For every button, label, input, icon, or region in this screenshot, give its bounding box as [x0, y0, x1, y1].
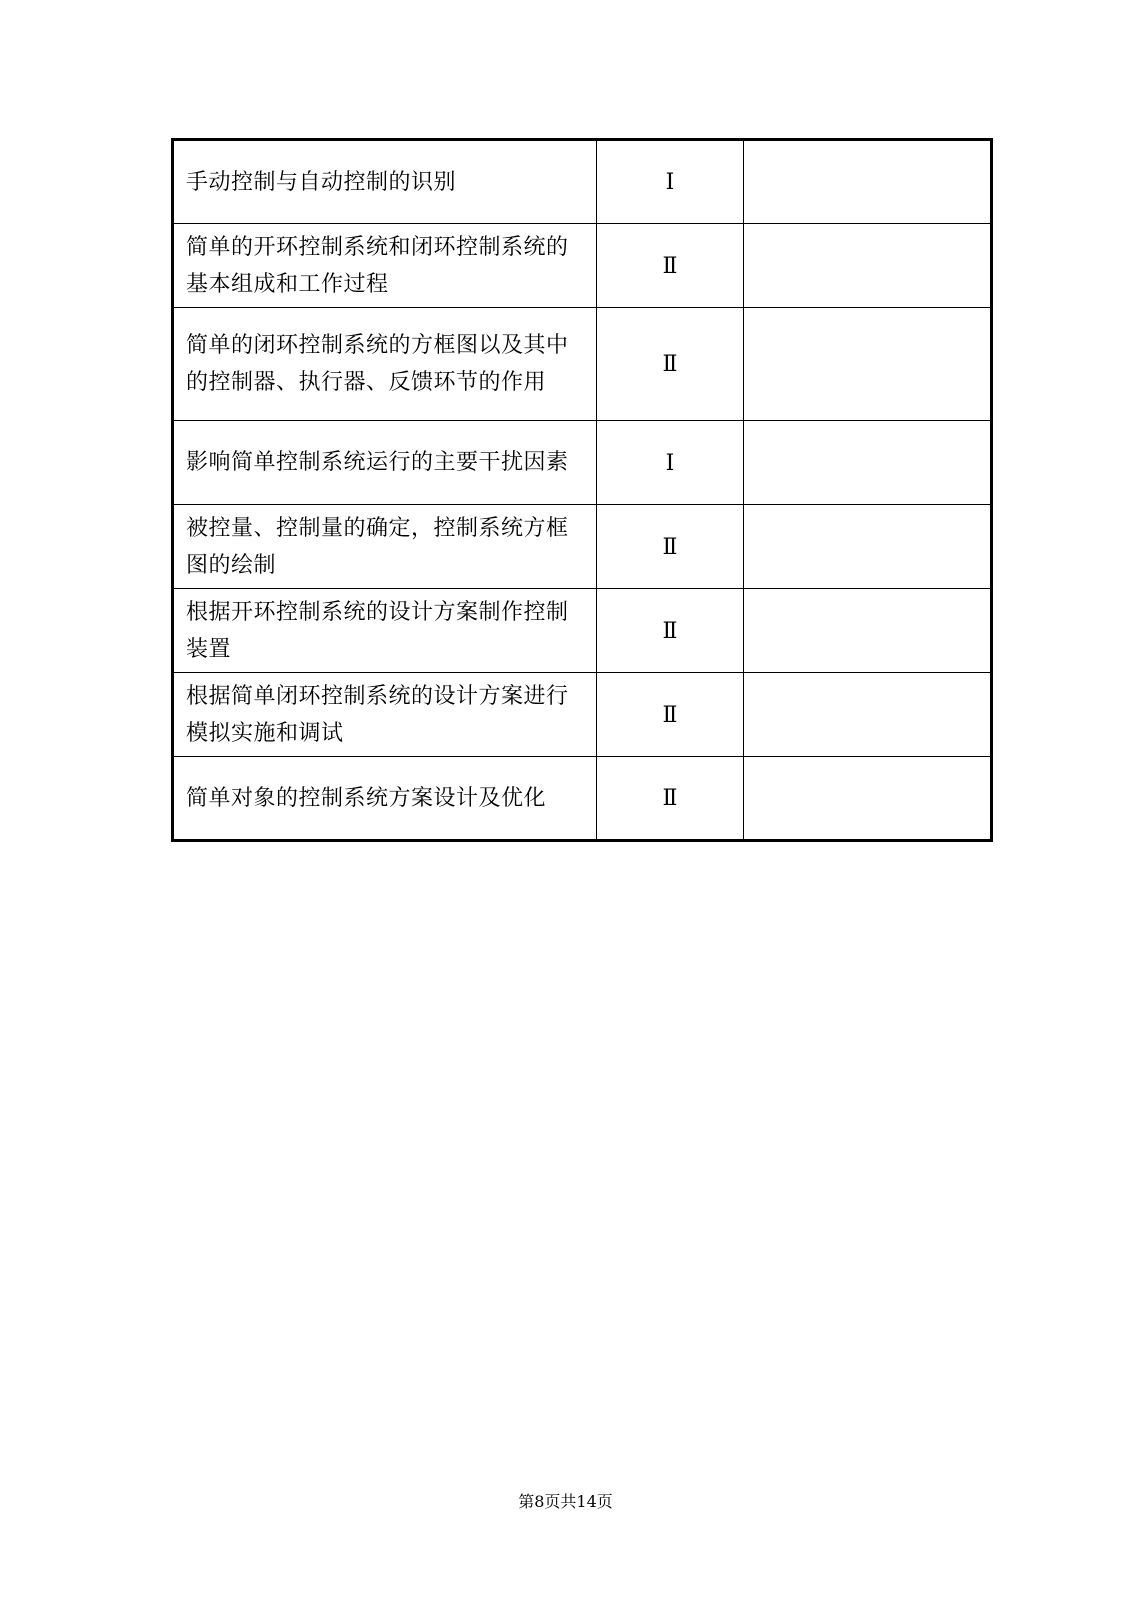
content-cell: 简单的闭环控制系统的方框图以及其中的控制器、执行器、反馈环节的作用 — [173, 308, 597, 421]
table-row — [173, 673, 992, 757]
table-row — [173, 308, 992, 421]
content-cell: 影响简单控制系统运行的主要干扰因素 — [173, 421, 597, 505]
level-cell: Ⅰ — [597, 421, 744, 505]
note-cell — [744, 673, 992, 757]
note-cell — [744, 308, 992, 421]
table-row — [173, 140, 992, 224]
requirements-table — [171, 138, 993, 842]
level-cell: Ⅱ — [597, 308, 744, 421]
note-cell — [744, 505, 992, 589]
table-row — [173, 224, 992, 308]
note-cell — [744, 421, 992, 505]
table-row — [173, 505, 992, 589]
content-cell: 简单的开环控制系统和闭环控制系统的基本组成和工作过程 — [173, 224, 597, 308]
note-cell — [744, 757, 992, 841]
content-cell: 手动控制与自动控制的识别 — [173, 140, 597, 224]
table-row — [173, 757, 992, 841]
content-cell: 简单对象的控制系统方案设计及优化 — [173, 757, 597, 841]
note-cell — [744, 140, 992, 224]
level-cell: Ⅱ — [597, 757, 744, 841]
content-cell: 根据简单闭环控制系统的设计方案进行模拟实施和调试 — [173, 673, 597, 757]
table-row — [173, 589, 992, 673]
level-cell: Ⅱ — [597, 673, 744, 757]
note-cell — [744, 224, 992, 308]
page-number: 第8页共14页 — [518, 1492, 613, 1511]
level-cell: Ⅰ — [597, 140, 744, 224]
note-cell — [744, 589, 992, 673]
table-row — [173, 421, 992, 505]
level-cell: Ⅱ — [597, 505, 744, 589]
content-cell: 根据开环控制系统的设计方案制作控制装置 — [173, 589, 597, 673]
level-cell: Ⅱ — [597, 589, 744, 673]
level-cell: Ⅱ — [597, 224, 744, 308]
content-cell: 被控量、控制量的确定，控制系统方框图的绘制 — [173, 505, 597, 589]
